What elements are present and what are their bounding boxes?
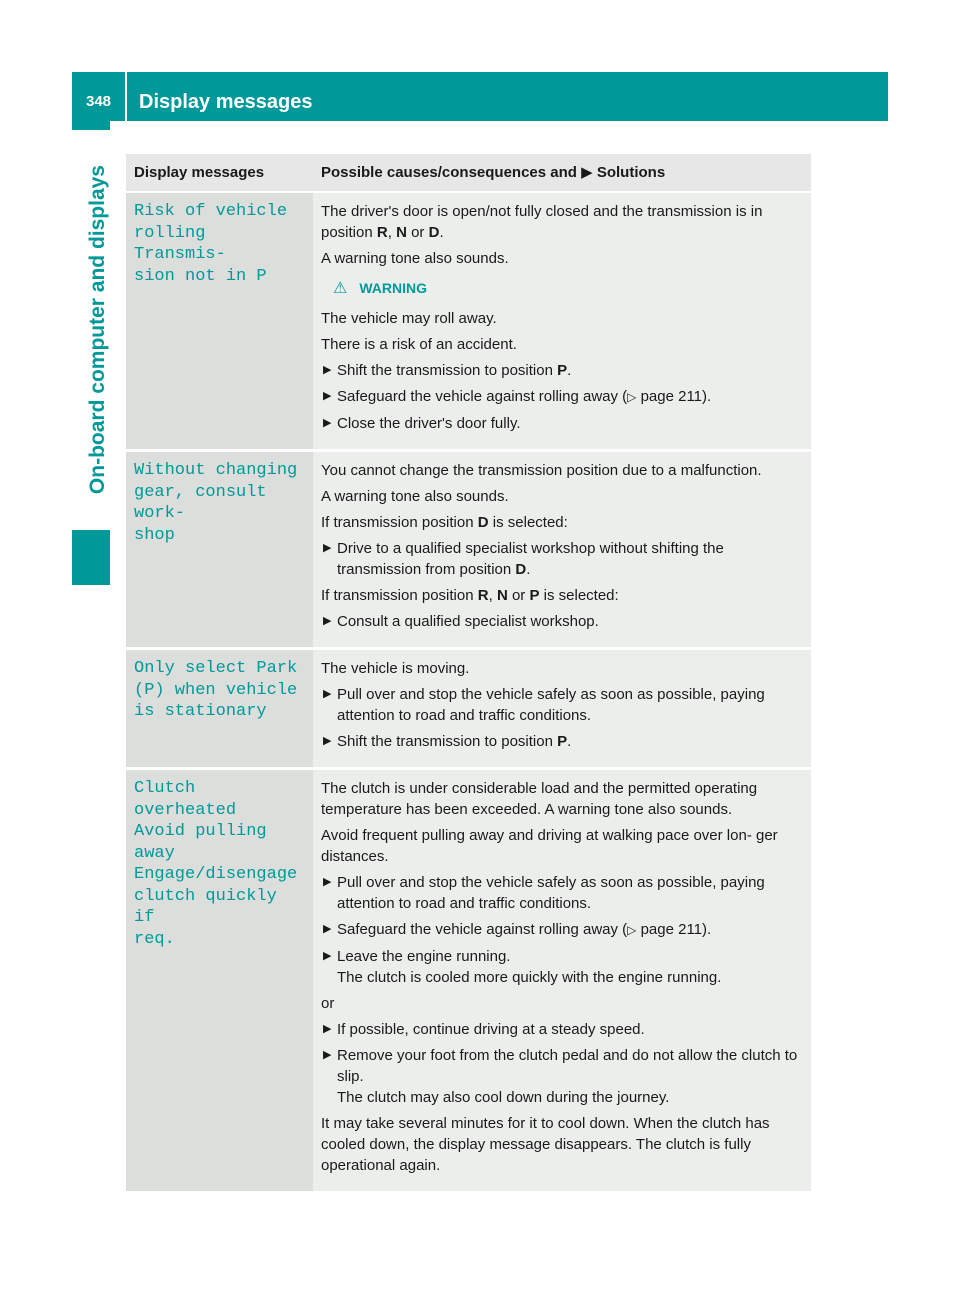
page-number: 348 bbox=[72, 72, 127, 121]
step-item: ▶ Pull over and stop the vehicle safely as soon as possible, paying attention to road and traffic conditions. bbox=[323, 686, 765, 724]
warning-triangle-icon: ⚠ bbox=[333, 280, 348, 297]
step-item: ▶ Pull over and stop the vehicle safely as soon as possible, paying attention to road and traffic conditions. bbox=[323, 874, 765, 912]
page-pointer-icon: ▷ bbox=[627, 390, 637, 404]
message-cell: Risk of vehicle rolling Transmis‐ sion not in P bbox=[126, 192, 313, 451]
step-arrow-icon: ▶ bbox=[323, 1023, 332, 1035]
step-item: ▶ Safeguard the vehicle against rolling away (▷ page 211). bbox=[323, 921, 712, 938]
step-item: ▶ Drive to a qualified specialist workshop without shifting the transmission from position D. bbox=[323, 540, 724, 578]
col-header-solutions: Possible causes/consequences and ▶ Solutions bbox=[313, 154, 811, 192]
message-cell: Clutch overheated Avoid pulling away Engage/disengage clutch quickly if req. bbox=[126, 769, 313, 1193]
table-row bbox=[126, 192, 811, 451]
message-cell: Only select Park (P) when vehicle is stationary bbox=[126, 649, 313, 769]
step-arrow-icon: ▶ bbox=[323, 876, 332, 888]
step-item: ▶ Remove your foot from the clutch pedal and do not allow the clutch to slip. The clutch may also cool down during the journey. bbox=[323, 1047, 798, 1106]
display-messages-table bbox=[126, 154, 811, 1194]
solution-cell: The clutch is under considerable load and the permitted operating temperature has been exceeded. A warning tone also sounds. Avoid frequent pulling away and driving at walking pace over lon‐ ger distances. ▶ Pull over and stop the vehicle safely as soon as possible, paying attention to road and traffic conditions. ▶ Safeguard the vehicle against rolling away (▷ page 211). ▶ Leave the engine running. The clutch is cooled more quickly with the engine running. or ▶ If possible, continue driving at a steady speed. ▶ Remove your foot from the clutch pedal and do not allow the clutch to slip. The clutch may also cool down during the journey. It may take several minutes for it to cool down. When the clutch has cooled down, the display message disappears. The clutch is fully operational again. bbox=[313, 769, 811, 1193]
step-arrow-icon: ▶ bbox=[323, 1049, 332, 1061]
step-arrow-icon: ▶ bbox=[323, 390, 332, 402]
step-item: ▶ Close the driver's door fully. bbox=[323, 415, 521, 432]
step-item: ▶ Safeguard the vehicle against rolling away (▷ page 211). bbox=[323, 388, 712, 405]
solution-cell: The vehicle is moving. ▶ Pull over and stop the vehicle safely as soon as possible, paying attention to road and traffic conditions. ▶ Shift the transmission to position P. bbox=[313, 649, 811, 769]
side-label-text: On-board computer and displays bbox=[86, 165, 109, 495]
table-row bbox=[126, 451, 811, 649]
step-arrow-icon: ▶ bbox=[323, 364, 332, 376]
arrow-right-icon: ▶ bbox=[581, 164, 593, 181]
step-item: ▶ Shift the transmission to position P. bbox=[323, 362, 572, 379]
step-arrow-icon: ▶ bbox=[323, 688, 332, 700]
page-title: Display messages bbox=[139, 91, 313, 113]
step-arrow-icon: ▶ bbox=[323, 735, 332, 747]
page-header bbox=[72, 72, 888, 121]
step-item: ▶ Consult a qualified specialist workshop. bbox=[323, 613, 599, 630]
side-label bbox=[72, 130, 124, 530]
solution-cell: The driver's door is open/not fully closed and the transmission is in position R, N or D. A warning tone also sounds. ⚠ WARNING The vehicle may roll away. There is a risk of an accident. ▶ Shift the transmission to position P. ▶ Safeguard the vehicle against rolling away (▷ page 211). ▶ Close the driver's door fully. bbox=[313, 192, 811, 451]
col-header-messages: Display messages bbox=[126, 154, 313, 192]
table-row bbox=[126, 769, 811, 1193]
step-arrow-icon: ▶ bbox=[323, 417, 332, 429]
step-arrow-icon: ▶ bbox=[323, 950, 332, 962]
page-pointer-icon: ▷ bbox=[627, 923, 637, 937]
step-item: ▶ Leave the engine running. The clutch is cooled more quickly with the engine running. bbox=[323, 948, 722, 986]
step-arrow-icon: ▶ bbox=[323, 542, 332, 554]
step-arrow-icon: ▶ bbox=[323, 615, 332, 627]
table-row bbox=[126, 649, 811, 769]
step-item: ▶ Shift the transmission to position P. bbox=[323, 733, 572, 750]
solution-cell: You cannot change the transmission position due to a malfunction. A warning tone also sounds. If transmission position D is selected: ▶ Drive to a qualified specialist workshop without shifting the transmission from position D. If transmission position R, N or P is selected: ▶ Consult a qualified specialist workshop. bbox=[313, 451, 811, 649]
message-cell: Without changing gear, consult work‐ shop bbox=[126, 451, 313, 649]
step-item: ▶ If possible, continue driving at a steady speed. bbox=[323, 1021, 645, 1038]
step-arrow-icon: ▶ bbox=[323, 923, 332, 935]
warning-heading: ⚠ WARNING bbox=[333, 280, 428, 297]
table-header-row bbox=[126, 154, 811, 192]
